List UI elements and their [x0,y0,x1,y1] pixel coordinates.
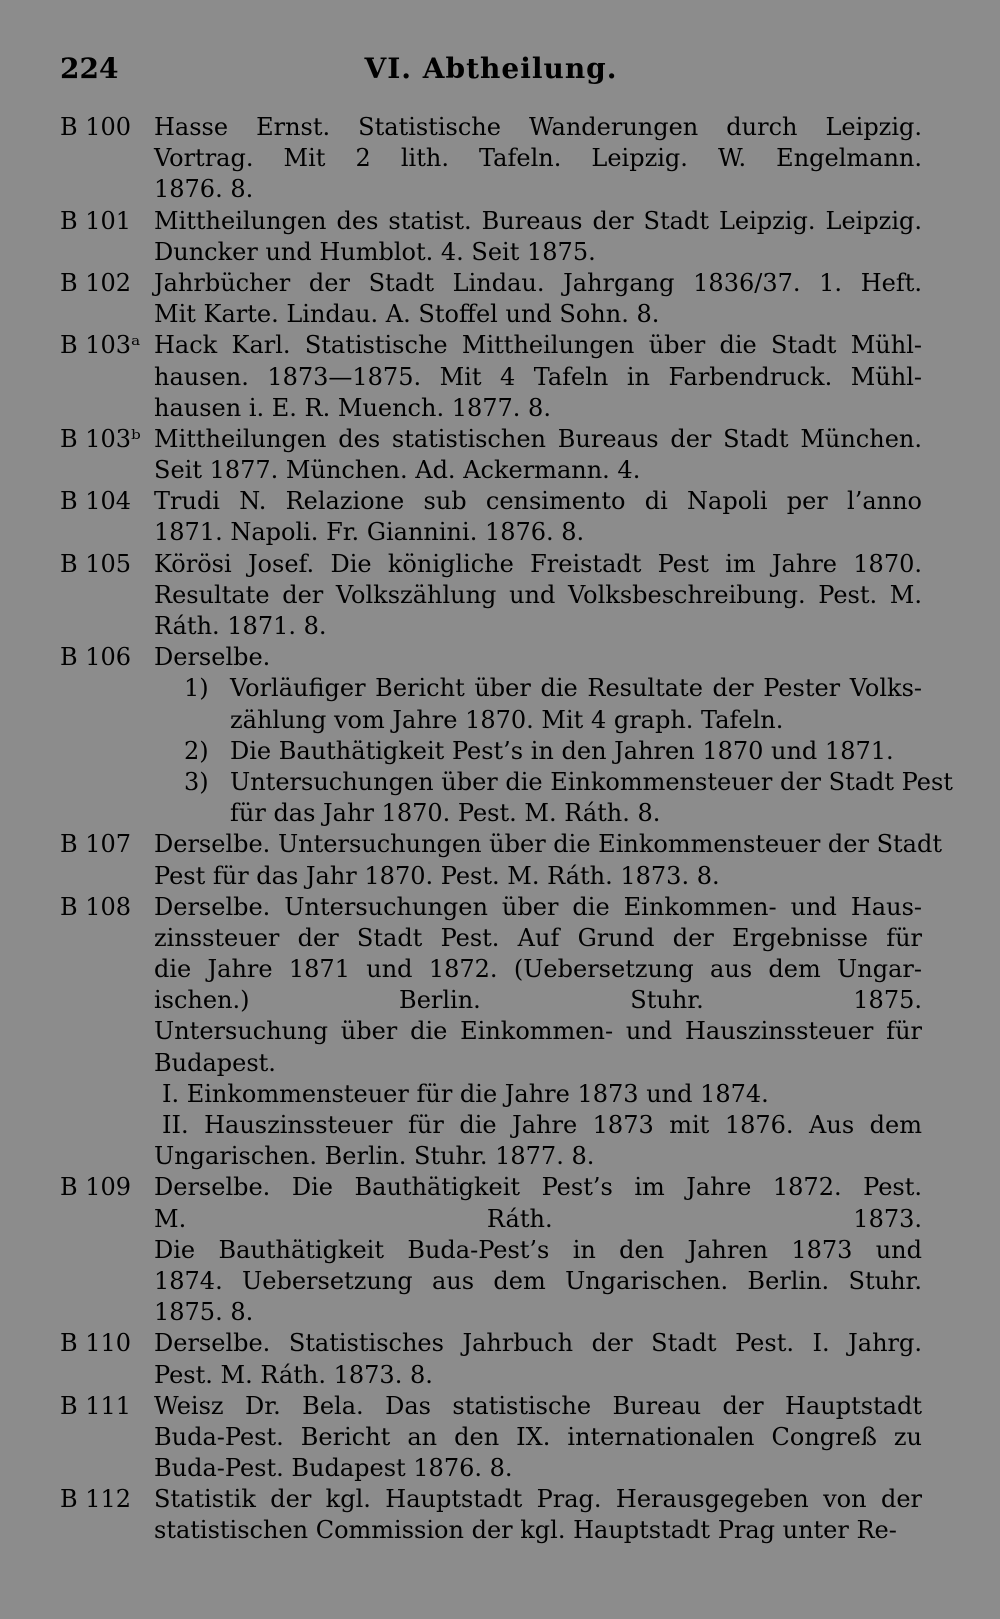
text-line: Duncker und Humblot. 4. Seit 1875. [154,237,596,266]
text-line: II. Hauszinssteuer für die Jahre 1873 mit 1876. Aus dem [162,1111,922,1139]
catalog-entry [60,642,953,829]
sub-item [154,736,922,767]
text-line: Derselbe. Statistisches Jahrbuch der Stadt Pest. I. Jahrg. [154,1329,922,1358]
text-line: B 104 [60,487,132,516]
catalog-entry [60,1328,922,1390]
entry-code [60,1328,152,1359]
text-line: B 107 [60,830,132,859]
sub-item-text: Untersuchungen über die Einkommensteuer der Stadt Pest [230,767,953,796]
text-line: Derselbe. Die Bauthätigkeit Pest’s im Jahre 1872. Pest. [154,1173,922,1202]
text-line: Derselbe. [154,643,271,672]
text-line: B 101 [60,206,132,235]
text-line: Seit 1877. München. Ad. Ackermann. 4. [154,456,641,485]
text-line: Trudi N. Relazione sub censimento di Napoli per l’anno [154,487,922,516]
entry-code [60,892,152,923]
text-line: Ungarischen. Berlin. Stuhr. 1877. 8. [154,1142,595,1171]
catalog-entry [60,1172,922,1328]
text-line: Pest. M. Ráth. 1873. 8. [154,1360,433,1389]
text-line: statistischen Commission der kgl. Hauptstadt Prag unter Re- [154,1516,897,1545]
text-line [184,767,953,798]
entry-code [60,829,152,860]
entry-code [60,424,152,455]
text-line: Vortrag. Mit 2 lith. Tafeln. Leipzig. W. Engelmann. [154,144,922,173]
entry-code [60,642,152,673]
text-line: B 103ᵇ [60,424,141,453]
text-line: 1876. 8. [154,175,254,204]
sub-item [154,673,922,735]
text-line: B 110 [60,1329,132,1358]
page-number: 224 [60,52,119,85]
text-line: 1871. Napoli. Fr. Giannini. 1876. 8. [154,518,585,547]
text-line: hausen. 1873—1875. Mit 4 Tafeln in Farbendruck. Mühl- [154,362,922,391]
text-line: Mittheilungen des statist. Bureaus der Stadt Leipzig. Leipzig. [154,206,922,235]
text-line: zählung vom Jahre 1870. Mit 4 graph. Tafeln. [230,705,784,734]
entry-code [60,112,152,143]
text-line: B 103ᵃ [60,331,141,360]
catalog-entry [60,330,922,424]
text-line: zinssteuer der Stadt Pest. Auf Grund der Ergebnisse für [154,923,922,952]
entry-code [60,549,152,580]
catalog-entry [60,424,922,486]
text-line: 1874. Uebersetzung aus dem Ungarischen. Berlin. Stuhr. [154,1266,922,1295]
catalog-entry [60,486,922,548]
text-line: I. Einkommensteuer für die Jahre 1873 und 1874. [162,1079,769,1108]
text-line: ischen.) Berlin. Stuhr. 1875. [154,986,922,1015]
catalog-entry [60,892,922,1173]
text-line: B 102 [60,268,132,297]
text-line: B 109 [60,1173,132,1202]
entry-code [60,268,152,299]
sub-item-number: 1) [184,674,209,703]
text-line: B 105 [60,549,132,578]
text-line: Budapest. [154,1048,276,1077]
text-line: B 100 [60,113,132,141]
catalog-entry [60,829,942,891]
text-line: Mittheilungen des statistischen Bureaus der Stadt München. [154,424,922,453]
text-line: Statistik der kgl. Hauptstadt Prag. Herausgegeben von der [154,1485,922,1514]
text-line: B 106 [60,643,132,672]
sub-item [154,767,953,829]
text-line: Buda-Pest. Bericht an den IX. internationalen Congreß zu [154,1422,922,1451]
text-line: B 108 [60,892,132,921]
text-line: Weisz Dr. Bela. Das statistische Bureau der Hauptstadt [154,1391,922,1420]
catalog-entry [60,268,922,330]
text-line: Jahrbücher der Stadt Lindau. Jahrgang 1836/37. 1. Heft. [154,268,922,297]
catalog-entry [60,206,922,268]
text-line: Hack Karl. Statistische Mittheilungen über die Stadt Mühl- [154,331,922,360]
entry-code [60,1172,152,1203]
text-line: B 111 [60,1391,132,1420]
text-line: Untersuchung über die Einkommen- und Hauszinssteuer für [154,1017,922,1046]
catalog-entry [60,549,922,643]
page-header [60,52,922,92]
text-line: Pest für das Jahr 1870. Pest. M. Ráth. 1873. 8. [154,861,720,890]
text-line: hausen i. E. R. Muench. 1877. 8. [154,393,551,422]
text-line: Körösi Josef. Die königliche Freistadt Pest im Jahre 1870. [154,549,922,578]
text-line: Mit Karte. Lindau. A. Stoffel und Sohn. 8. [154,300,660,329]
text-line: für das Jahr 1870. Pest. M. Ráth. 8. [230,799,661,828]
text-line: Ráth. 1871. 8. [154,612,327,640]
sub-item-text: Die Bauthätigkeit Pest’s in den Jahren 1870 und 1871. [230,736,894,765]
text-line: B 112 [60,1485,132,1514]
entry-code [60,1391,152,1422]
text-line: 1875. 8. [154,1298,254,1327]
text-line: Derselbe. Untersuchungen über die Einkommensteuer der Stadt [154,830,942,859]
text-line: Derselbe. Untersuchungen über die Einkommen- und Haus- [154,892,922,921]
catalog-entry [60,112,922,206]
text-line: Hasse Ernst. Statistische Wanderungen durch Leipzig. [154,113,922,141]
entry-code [60,1484,152,1515]
entry-code [60,486,152,517]
text-line [184,673,922,704]
text-line [184,736,922,767]
sub-item-number: 3) [184,767,209,796]
text-line: Buda-Pest. Budapest 1876. 8. [154,1454,513,1483]
catalog-entries [60,112,953,1547]
catalog-entry [60,1484,922,1546]
entry-code [60,206,152,237]
sub-item-number: 2) [184,736,209,765]
entry-code [60,330,152,361]
catalog-entry [60,1391,922,1485]
text-line: Resultate der Volkszählung und Volksbeschreibung. Pest. M. [154,580,922,609]
sub-item-text: Vorläufiger Bericht über die Resultate der Pester Volks- [230,674,922,703]
text-line: Die Bauthätigkeit Buda-Pest’s in den Jahren 1873 und [154,1235,922,1264]
section-title: VI. Abtheilung. [364,52,618,85]
text-line: die Jahre 1871 und 1872. (Uebersetzung aus dem Ungar- [154,955,922,984]
text-line: M. Ráth. 1873. [154,1204,922,1233]
